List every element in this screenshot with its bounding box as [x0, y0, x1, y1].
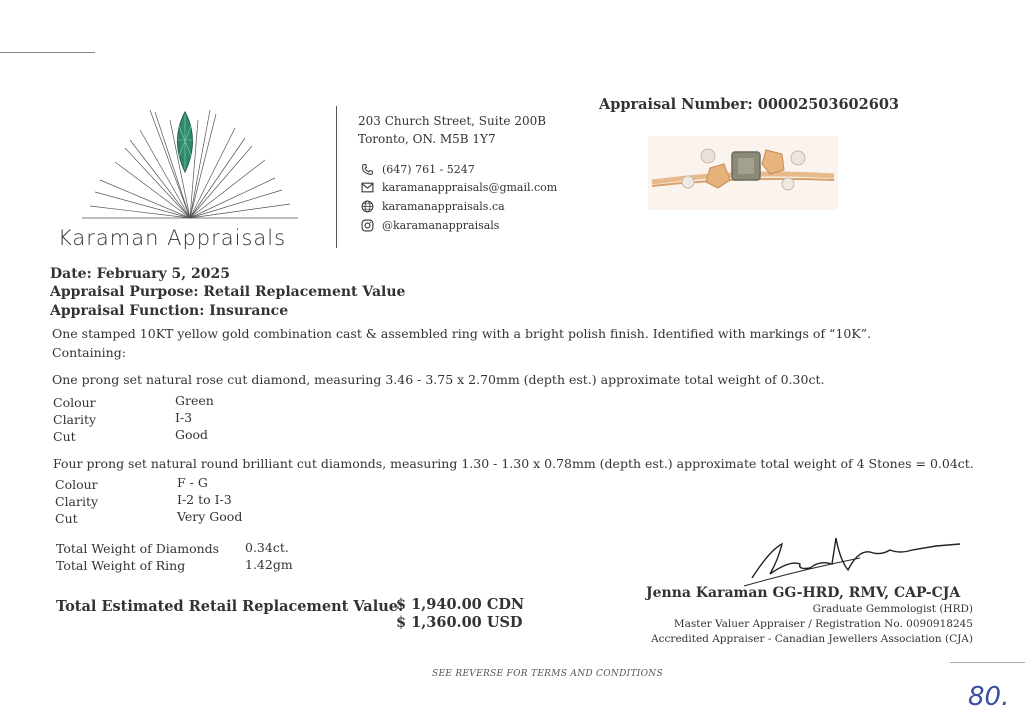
- stone2-clarity-value: I-2 to I-3: [177, 492, 232, 507]
- total-value-label: Total Estimated Retail Replacement Value:: [56, 598, 404, 615]
- contact-instagram: [360, 218, 499, 232]
- stone1-clarity-value: I-3: [175, 410, 193, 425]
- email-text: karamanappraisals@gmail.com: [382, 180, 558, 194]
- stone2-cut-label: Cut: [55, 511, 78, 526]
- brand-logo-text: Karaman Appraisals: [58, 226, 287, 250]
- total-diamond-weight-value: 0.34ct.: [245, 540, 289, 555]
- logo-artwork: [70, 100, 310, 230]
- appraisal-function: Appraisal Function: Insurance: [50, 303, 289, 319]
- stone1-clarity-label: Clarity: [53, 412, 97, 427]
- appraiser-signature: [740, 530, 970, 588]
- appraiser-credential-1: Graduate Gemmologist (HRD): [812, 603, 973, 615]
- total-ring-weight-value: 1.42gm: [245, 557, 293, 572]
- phone-text: (647) 761 - 5247: [382, 162, 475, 176]
- email-icon: [360, 180, 374, 194]
- stone1-colour-label: Colour: [53, 395, 96, 410]
- appraisal-date: Date: February 5, 2025: [50, 266, 230, 282]
- stone2-colour-value: F - G: [177, 475, 208, 490]
- contact-website: [360, 199, 505, 213]
- instagram-text: @karamanappraisals: [382, 218, 500, 232]
- appraiser-credential-3: Accredited Appraiser - Canadian Jewellers Association (CJA): [651, 633, 973, 645]
- terms-note: SEE REVERSE FOR TERMS AND CONDITIONS: [432, 669, 663, 679]
- address-line1: 203 Church Street, Suite 200B: [358, 114, 547, 128]
- containing-label: Containing:: [52, 345, 126, 360]
- handwritten-page-number: 80.: [968, 682, 1010, 712]
- appraisal-number-value: 00002503602603: [757, 96, 899, 113]
- scan-edge-line-bottom: [950, 662, 1025, 663]
- address-line2: Toronto, ON. M5B 1Y7: [358, 132, 496, 146]
- stone2-description: Four prong set natural round brilliant cut diamonds, measuring 1.30 - 1.30 x 0.78mm (depth est.) approximate total weight of 4 Stones = 0.04ct.: [53, 456, 974, 471]
- stone2-colour-label: Colour: [55, 477, 98, 492]
- total-diamond-weight-label: Total Weight of Diamonds: [56, 541, 220, 556]
- scan-edge-line: [0, 52, 95, 53]
- stone1-cut-value: Good: [175, 427, 209, 442]
- ring-description: One stamped 10KT yellow gold combination cast & assembled ring with a bright polish finish. Identified with markings of “10K”.: [52, 326, 872, 341]
- stone1-cut-label: Cut: [53, 429, 76, 444]
- appraisal-number-label: Appraisal Number:: [599, 96, 753, 113]
- instagram-icon: [360, 218, 374, 232]
- website-text: karamanappraisals.ca: [382, 199, 505, 213]
- total-value-usd: $ 1,360.00 USD: [396, 614, 523, 631]
- contact-phone: [360, 162, 475, 176]
- stone2-clarity-label: Clarity: [55, 494, 99, 509]
- appraisal-number: [599, 96, 899, 113]
- stone1-description: One prong set natural rose cut diamond, measuring 3.46 - 3.75 x 2.70mm (depth est.) approximate total weight of 0.30ct.: [52, 372, 825, 387]
- total-value-cdn: $ 1,940.00 CDN: [396, 596, 525, 613]
- total-ring-weight-label: Total Weight of Ring: [56, 558, 186, 573]
- appraisal-purpose: Appraisal Purpose: Retail Replacement Value: [50, 284, 406, 300]
- ring-photo: [648, 136, 838, 210]
- stone1-colour-value: Green: [175, 393, 214, 408]
- globe-icon: [360, 199, 374, 213]
- appraiser-credential-2: Master Valuer Appraiser / Registration No. 0090918245: [673, 618, 973, 630]
- header-divider: [336, 106, 337, 248]
- contact-email: [360, 180, 557, 194]
- appraiser-name: Jenna Karaman GG-HRD, RMV, CAP-CJA: [646, 585, 961, 601]
- phone-icon: [360, 162, 374, 176]
- stone2-cut-value: Very Good: [177, 509, 243, 524]
